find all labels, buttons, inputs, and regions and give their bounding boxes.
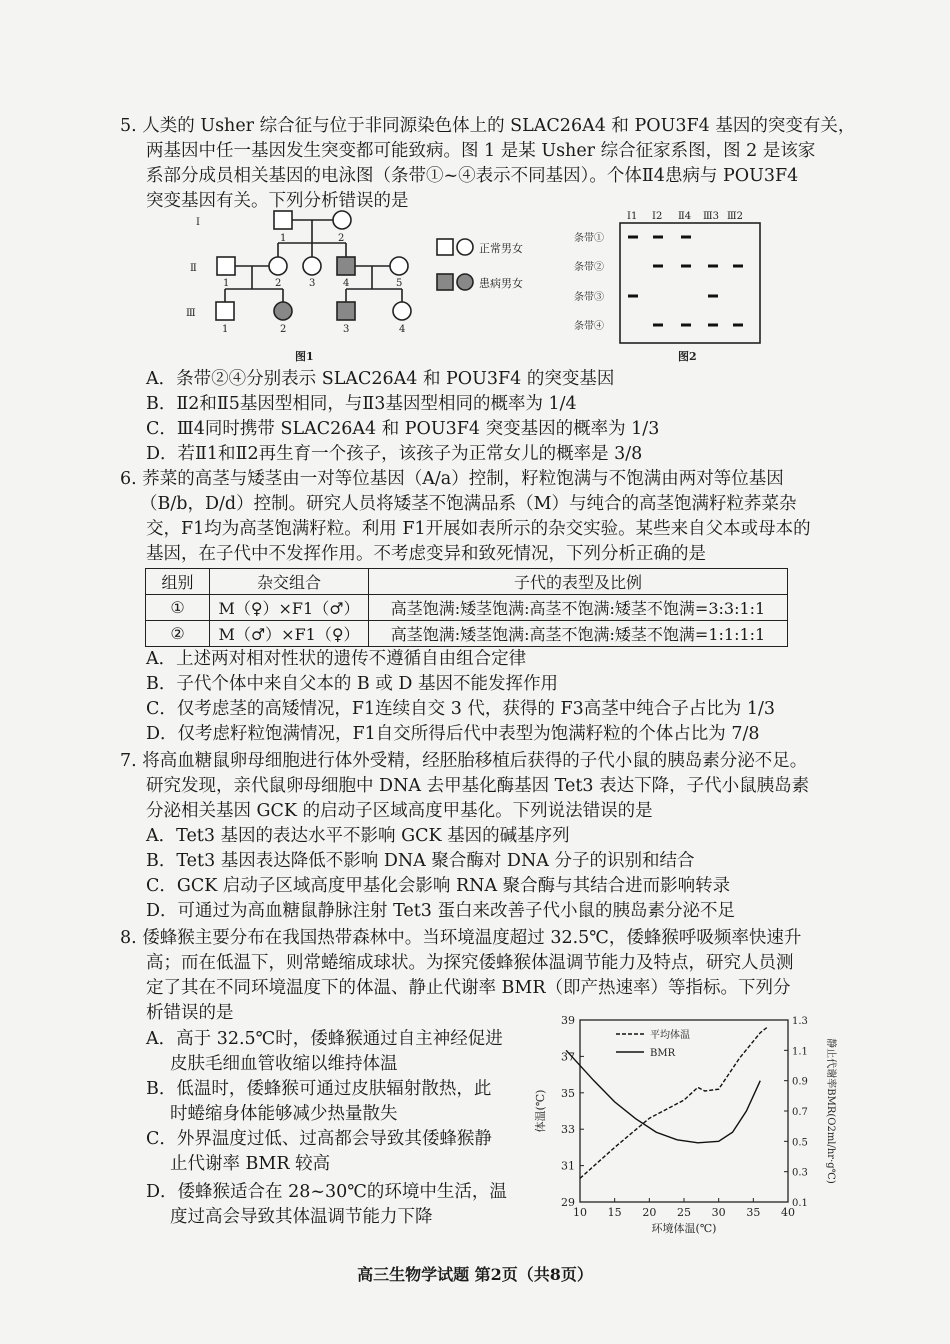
gen-label-III: Ⅲ	[186, 308, 196, 319]
q6-option-c: C．仅考虑茎的高矮情况，F1连续自交 3 代，获得的 F3高茎中纯合子占比为 1/3	[146, 699, 775, 719]
table-cell: ②	[146, 621, 210, 647]
fig1-caption: 图1	[295, 350, 314, 363]
table-cell: ①	[146, 595, 210, 621]
gen-label-II: Ⅱ	[190, 263, 197, 274]
series-line-bmr	[566, 1050, 760, 1143]
y-tick-label: 35	[561, 1086, 575, 1100]
q8-stem-line-4: 析错误的是	[146, 1003, 234, 1023]
q5-stem-line-2: 两基因中任一基因发生突变都可能致病。图 1 是某 Usher 综合征家系图，图 2 是该家	[146, 141, 816, 161]
pedigree-III2-female-affected	[274, 302, 292, 320]
y-tick-label: 37	[561, 1050, 575, 1064]
y-axis-label: 体温(℃)	[534, 1089, 547, 1133]
table-cell: 高茎饱满:矮茎饱满:高茎不饱满:矮茎不饱满=1:1:1:1	[369, 621, 788, 647]
q7-option-a: A．Tet3 基因的表达水平不影响 GCK 基因的碱基序列	[146, 826, 570, 846]
q5-option-d: D．若Ⅱ1和Ⅱ2再生育一个孩子，该孩子为正常女儿的概率是 3/8	[146, 444, 643, 464]
svg-text:Ⅲ2: Ⅲ2	[727, 211, 744, 222]
q5-option-c: C．Ⅲ4同时携带 SLAC26A4 和 POU3F4 突变基因的概率为 1/3	[146, 419, 660, 439]
q8-option-b-cont: 时蜷缩身体能够减少热量散失	[170, 1104, 398, 1124]
svg-text:2: 2	[280, 324, 287, 335]
gen-label-I: Ⅰ	[196, 217, 200, 228]
pedigree-III3-male-affected	[337, 302, 355, 320]
x-tick-label: 20	[642, 1206, 657, 1219]
q5-stem-line-1: 5. 人类的 Usher 综合征与位于非同源染色体上的 SLAC26A4 和 POU3F4 基因的突变有关，	[120, 116, 856, 136]
y-tick-label: 39	[561, 1014, 575, 1027]
legend-label: BMR	[650, 1048, 676, 1059]
svg-text:患病男女: 患病男女	[479, 277, 523, 290]
q8-option-d: D．倭蜂猴适合在 28~30℃的环境中生活，温	[146, 1182, 507, 1202]
band-label-1: 条带①	[574, 233, 604, 244]
pedigree-legend	[435, 236, 555, 296]
q6-stem-line-1: 6. 荞菜的高茎与矮茎由一对等位基因（A/a）控制，籽粒饱满与不饱满由两对等位基因	[120, 469, 784, 489]
svg-text:3: 3	[309, 278, 316, 289]
q8-option-c: C．外界温度过低、过高都会导致其倭蜂猴静	[146, 1129, 492, 1149]
x-tick-label: 25	[677, 1206, 691, 1219]
pedigree-I1-male	[274, 211, 292, 229]
q6-stem-line-4: 基因，在子代中不发挥作用。不考虑变异和致死情况，下列分析正确的是	[146, 544, 706, 564]
q7-option-b: B．Tet3 基因表达降低不影响 DNA 聚合酶对 DNA 分子的识别和结合	[146, 851, 695, 871]
table-header: 杂交组合	[210, 569, 369, 595]
table-row	[146, 621, 788, 647]
y-tick-label: 33	[561, 1123, 575, 1137]
svg-text:2: 2	[275, 278, 282, 289]
pedigree-II1-male	[217, 257, 235, 275]
x-axis-label: 环境体温(℃)	[651, 1222, 717, 1235]
svg-text:2: 2	[338, 233, 345, 244]
y2-tick-label: 1.3	[792, 1016, 808, 1027]
pedigree-III4-female	[393, 302, 411, 320]
q6-option-d: D．仅考虑籽粒饱满情况，F1自交所得后代中表型为饱满籽粒的个体占比为 7/8	[146, 724, 760, 744]
pedigree-I2-female	[333, 211, 351, 229]
q7-stem-line-3: 分泌相关基因 GCK 的启动子区域高度甲基化。下列说法错误的是	[146, 801, 653, 821]
legend-label: 平均体温	[650, 1030, 690, 1041]
svg-text:Ⅲ3: Ⅲ3	[703, 211, 720, 222]
q6-stem-line-3: 交，F1均为高茎饱满籽粒。利用 F1开展如表所示的杂交实验。某些来自父本或母本的	[146, 519, 811, 539]
q8-stem-line-3: 定了其在不同环境温度下的体温、静止代谢率 BMR（即产热速率）等指标。下列分	[146, 978, 791, 998]
q8-stem-line-1: 8. 倭蜂猴主要分布在我国热带森林中。当环境温度超过 32.5℃，倭蜂猴呼吸频率快速升	[120, 928, 802, 948]
x-tick-label: 15	[607, 1206, 622, 1219]
q8-option-b: B．低温时，倭蜂猴可通过皮肤辐射散热，此	[146, 1079, 492, 1099]
band-label-4: 条带④	[574, 321, 604, 332]
svg-text:Ⅱ4: Ⅱ4	[678, 211, 692, 222]
table-cell: M（♂）×F1（♀）	[210, 621, 369, 647]
svg-text:1: 1	[222, 324, 229, 335]
pedigree-III1-male	[216, 302, 234, 320]
y2-tick-label: 0.7	[792, 1107, 808, 1118]
table-row	[146, 595, 788, 621]
page-footer: 高三生物学试题 第2页（共8页）	[357, 1265, 593, 1284]
table-cell: 高茎饱满:矮茎饱满:高茎不饱满:矮茎不饱满=3:3:1:1	[369, 595, 788, 621]
q5-stem-line-3: 系部分成员相关基因的电泳图（条带①~④表示不同基因）。个体Ⅱ4患病与 POU3F4	[146, 166, 799, 186]
y2-tick-label: 0.1	[792, 1198, 808, 1209]
q8-stem-line-2: 高；而在低温下，则常蜷缩成球状。为探究倭蜂猴体温调节能力及特点，研究人员测	[146, 953, 794, 973]
q5-option-a: A．条带②④分别表示 SLAC26A4 和 POU3F4 的突变基因	[146, 369, 615, 389]
band-label-2: 条带②	[574, 262, 604, 273]
temperature-bmr-chart	[530, 1005, 840, 1240]
pedigree-II4-male-affected	[337, 257, 355, 275]
q6-stem-line-2: （B/b，D/d）控制。研究人员将矮茎不饱满品系（M）与纯合的高茎饱满籽粒荞菜杂	[140, 494, 797, 514]
x-tick-label: 35	[746, 1206, 761, 1219]
y2-tick-label: 0.3	[792, 1167, 808, 1179]
q8-option-d-cont: 度过高会导致其体温调节能力下降	[170, 1207, 433, 1227]
y-tick-label: 31	[561, 1159, 575, 1173]
y-tick-label: 29	[561, 1196, 575, 1209]
svg-text:Ⅰ2: Ⅰ2	[652, 211, 663, 222]
pedigree-figure	[180, 205, 450, 365]
cross-table	[145, 568, 788, 647]
q6-option-b: B．子代个体中来自父本的 B 或 D 基因不能发挥作用	[146, 674, 559, 694]
svg-text:1: 1	[280, 233, 287, 244]
q8-option-c-cont: 止代谢率 BMR 较高	[170, 1154, 331, 1174]
table-cell: M（♀）×F1（♂）	[210, 595, 369, 621]
q8-option-a-cont: 皮肤毛细血管收缩以维持体温	[170, 1054, 398, 1074]
x-tick-label: 40	[781, 1206, 795, 1219]
y2-tick-label: 0.9	[792, 1076, 808, 1088]
y2-axis-label: 静止代谢率BMR(O2ml/hr·g℃)	[825, 1038, 836, 1184]
svg-text:Ⅰ1: Ⅰ1	[627, 211, 638, 222]
svg-text:正常男女: 正常男女	[479, 242, 523, 255]
pedigree-II3-female	[303, 257, 321, 275]
svg-text:4: 4	[399, 324, 406, 335]
fig2-caption: 图2	[678, 350, 697, 363]
electrophoresis-figure	[570, 205, 765, 365]
q8-option-a: A．高于 32.5℃时，倭蜂猴通过自主神经促进	[146, 1029, 503, 1049]
y2-tick-label: 0.5	[792, 1137, 808, 1149]
q7-option-d: D．可通过为高血糖鼠静脉注射 Tet3 蛋白来改善子代小鼠的胰岛素分泌不足	[146, 901, 735, 921]
pedigree-II2-female	[269, 257, 287, 275]
plot-frame	[580, 1020, 788, 1202]
svg-text:4: 4	[343, 278, 350, 289]
q5-stem-line-4: 突变基因有关。下列分析错误的是	[146, 191, 409, 211]
x-tick-label: 10	[573, 1206, 587, 1219]
q7-stem-line-2: 研究发现，亲代鼠卵母细胞中 DNA 去甲基化酶基因 Tet3 表达下降，子代小鼠胰岛素	[146, 776, 810, 796]
table-header-row	[146, 569, 788, 595]
x-tick-label: 30	[711, 1206, 726, 1219]
q6-option-a: A．上述两对相对性状的遗传不遵循自由组合定律	[146, 649, 527, 669]
q5-option-b: B．Ⅱ2和Ⅱ5基因型相同，与Ⅱ3基因型相同的概率为 1/4	[146, 394, 577, 414]
pedigree-II5-female	[390, 257, 408, 275]
q7-option-c: C．GCK 启动子区域高度甲基化会影响 RNA 聚合酶与其结合进而影响转录	[146, 876, 731, 896]
table-header: 子代的表型及比例	[369, 569, 788, 595]
y2-tick-label: 1.1	[792, 1046, 808, 1058]
band-label-3: 条带③	[574, 292, 604, 303]
svg-text:1: 1	[223, 278, 230, 289]
svg-text:5: 5	[396, 278, 403, 289]
svg-text:3: 3	[343, 324, 350, 335]
table-header: 组别	[146, 569, 210, 595]
q7-stem-line-1: 7. 将高血糖鼠卵母细胞进行体外受精，经胚胎移植后获得的子代小鼠的胰岛素分泌不足。	[120, 751, 808, 771]
